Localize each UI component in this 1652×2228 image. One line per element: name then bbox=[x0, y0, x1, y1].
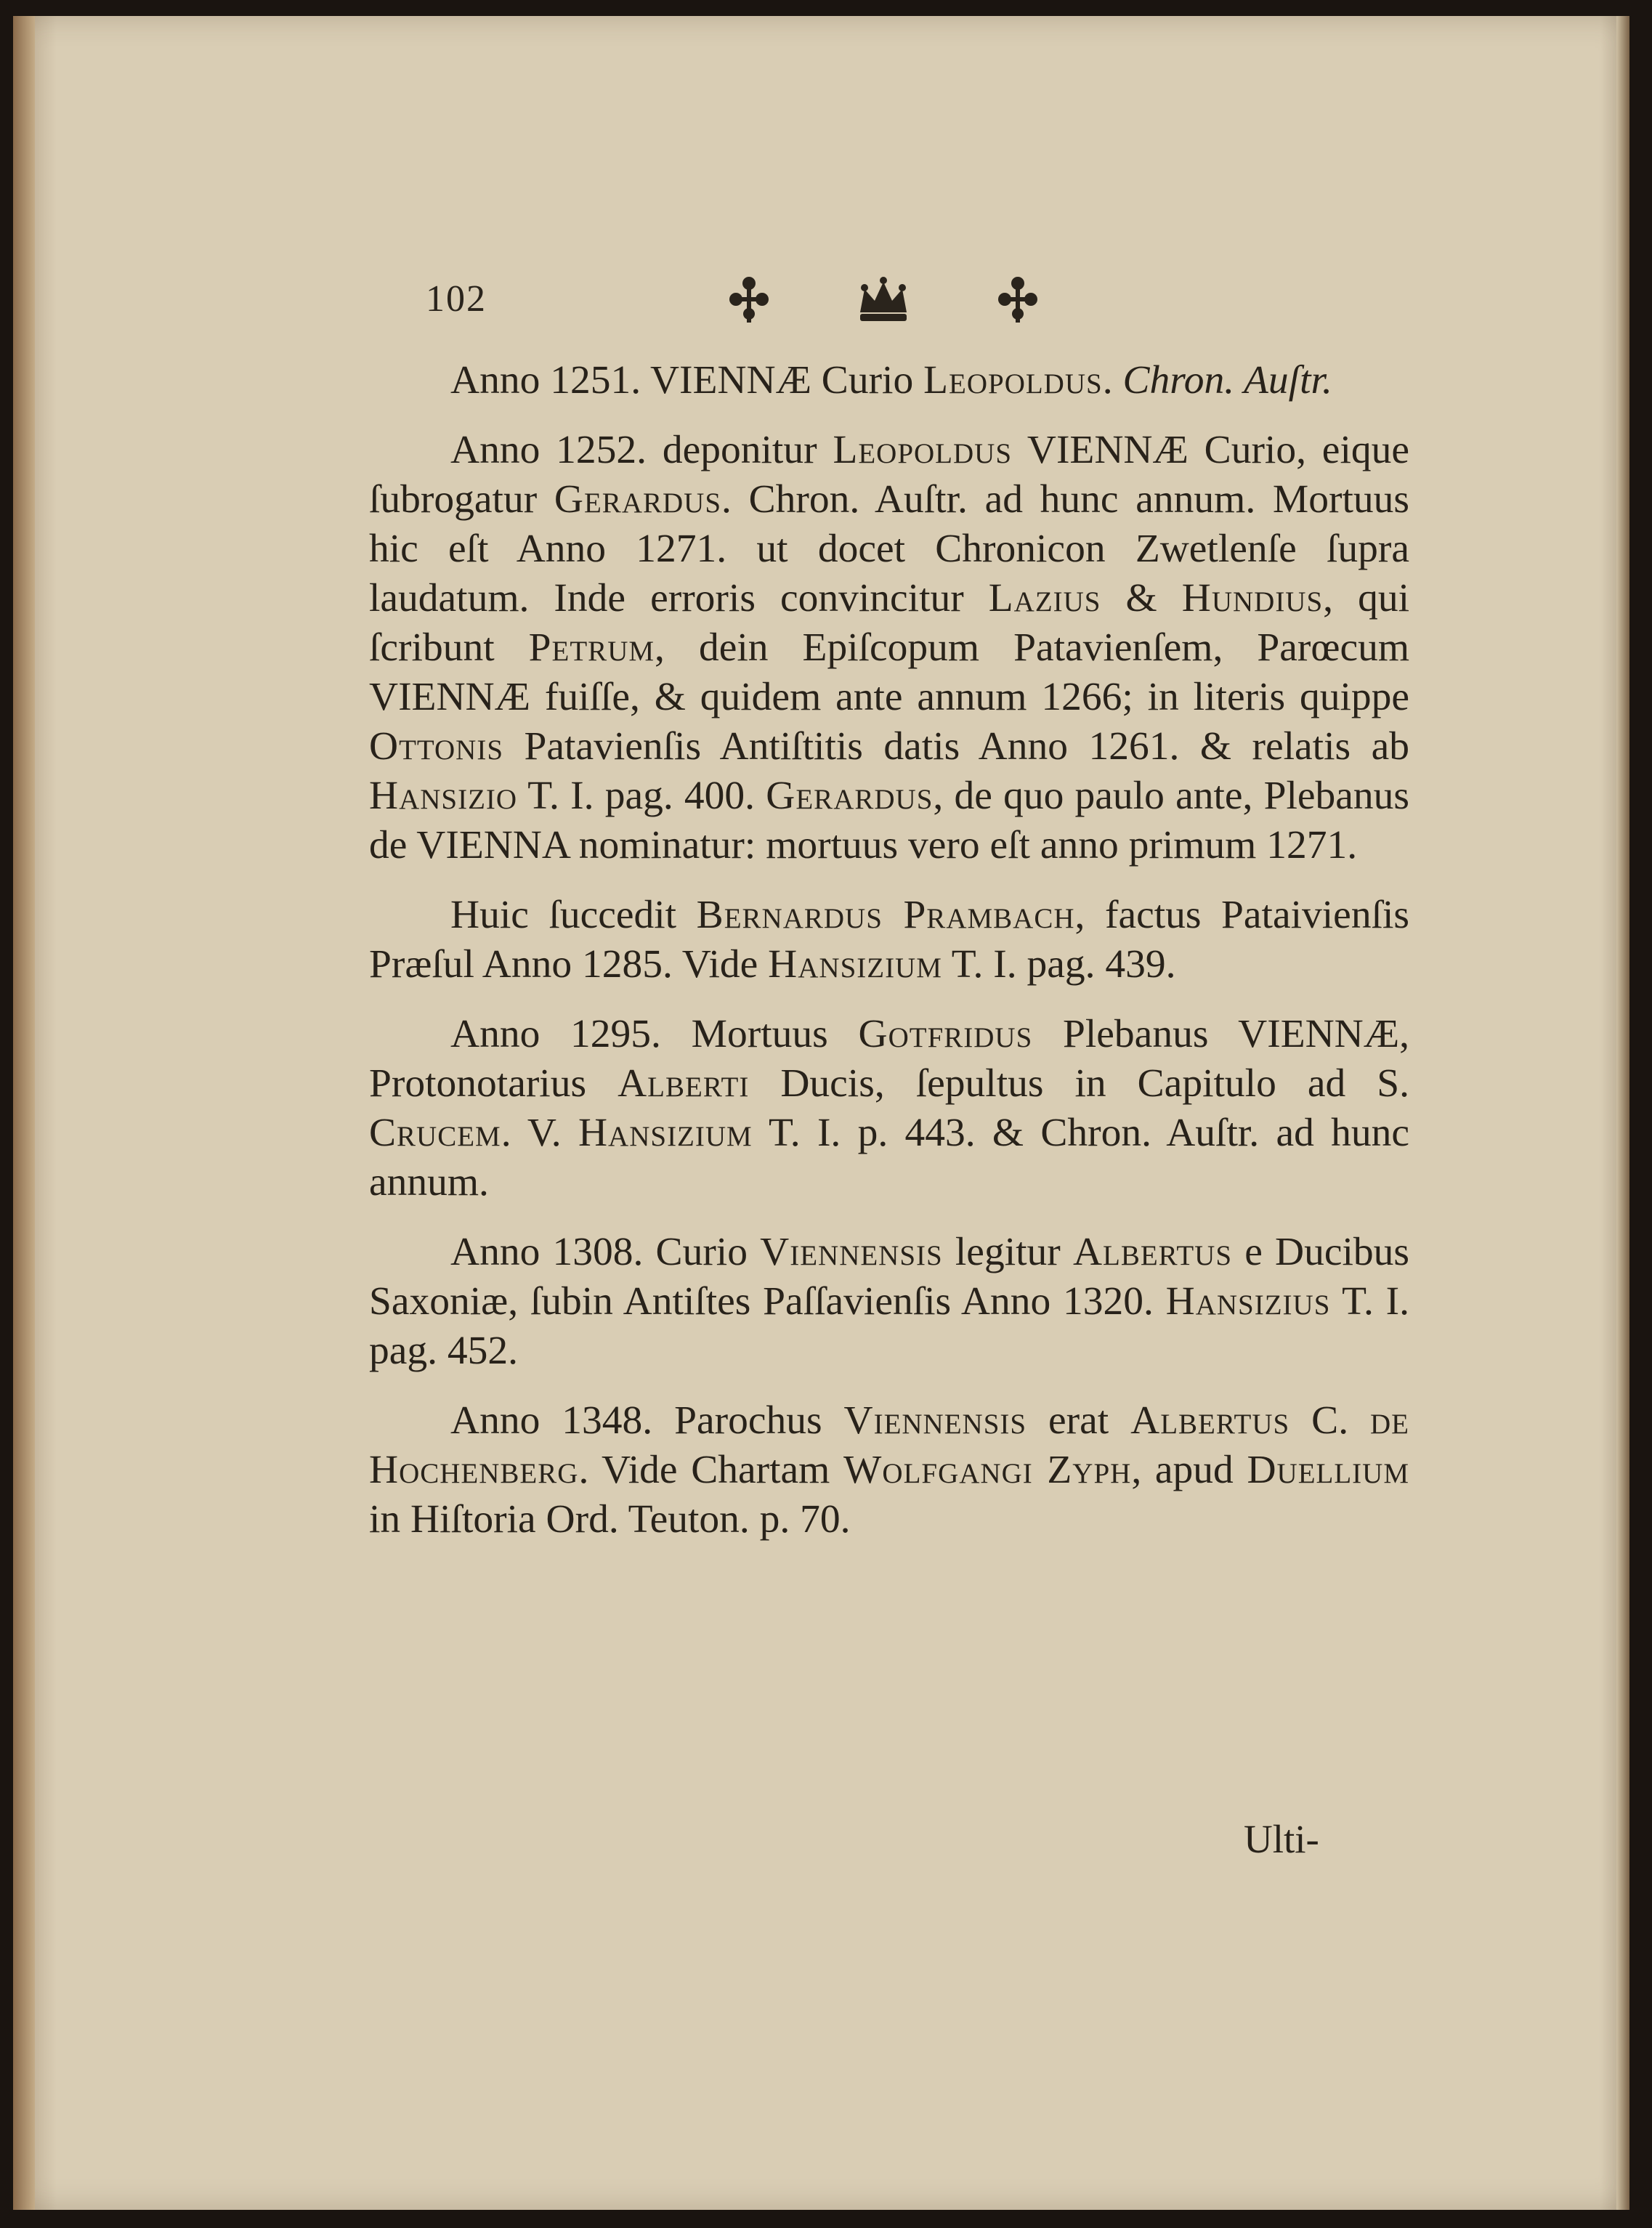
text-run: Anno 1308. Curio bbox=[450, 1230, 761, 1274]
paragraph bbox=[369, 1010, 1409, 1207]
small-caps-name: Crucem bbox=[369, 1111, 501, 1155]
small-caps-name: Petrum bbox=[528, 625, 655, 670]
text-run: in Hiſtoria Ord. Teuton. p. 70. bbox=[369, 1497, 851, 1542]
text-run: , factus Pataivienſis Præſul Anno 1285. Vide bbox=[369, 893, 1410, 987]
text-run: e Ducibus Saxoniæ, ſubin Antiſtes Paſſavienſis Anno 1320. bbox=[369, 1230, 1409, 1324]
small-caps-name: Gerardus bbox=[554, 477, 722, 522]
paragraph bbox=[369, 356, 1409, 405]
fleuron-icon bbox=[720, 270, 778, 328]
text-run: . bbox=[1102, 358, 1123, 402]
text-run: , apud bbox=[1131, 1448, 1247, 1492]
text-run: T. I. pag. 452. bbox=[369, 1279, 1409, 1373]
binding-edge bbox=[13, 16, 35, 2210]
text-run: T. I. p. 443. & Chron. Auſtr. ad hunc annum. bbox=[369, 1111, 1409, 1204]
small-caps-name: Albertus bbox=[1072, 1230, 1233, 1274]
paragraph bbox=[369, 1396, 1409, 1544]
small-caps-name: Lazius bbox=[988, 576, 1101, 620]
text-run: Anno 1252. deponitur bbox=[450, 428, 833, 472]
text-run: C. bbox=[1289, 1398, 1371, 1443]
text-run: , qui ſcribunt bbox=[369, 576, 1410, 670]
text-run: T. I. pag. 400. bbox=[517, 774, 766, 818]
crown-icon bbox=[854, 270, 912, 328]
text-run: Anno 1295. Mortuus bbox=[450, 1012, 859, 1056]
small-caps-name: Gotfridus bbox=[858, 1012, 1033, 1056]
small-caps-name: Hansizium bbox=[768, 942, 942, 987]
small-caps-name: Viennensis bbox=[843, 1398, 1027, 1443]
paragraph bbox=[369, 426, 1409, 870]
small-caps-name: Viennensis bbox=[760, 1230, 943, 1274]
small-caps-name: Hansizio bbox=[369, 774, 518, 818]
small-caps-name: Leopoldus bbox=[833, 428, 1013, 472]
text-run: erat bbox=[1027, 1398, 1131, 1443]
text-run: , de quo paulo ante, Plebanus de VIENNA nominatur: mortuus vero eſt anno primum 1271. bbox=[369, 774, 1409, 867]
small-caps-name: Albertus bbox=[1130, 1398, 1290, 1443]
catchword: Ulti- bbox=[1244, 1817, 1319, 1861]
text-run: , dein Epiſcopum Patavienſem, Parœcum VIENNÆ fuiſſe, & quidem ante annum 1266; in literis quippe bbox=[369, 625, 1410, 719]
paragraph bbox=[369, 1228, 1409, 1376]
text-run: & bbox=[1101, 576, 1182, 620]
body-text bbox=[369, 356, 1409, 1544]
small-caps-name: de Hochenberg bbox=[369, 1398, 1410, 1492]
italic-reference: Chron. Auſtr. bbox=[1122, 358, 1332, 402]
text-run: Ducis, ſepultus in Capitulo ad S. bbox=[749, 1061, 1409, 1106]
text-run: . Vide Chartam bbox=[578, 1448, 844, 1492]
small-caps-name: Ottonis bbox=[369, 724, 504, 769]
small-caps-name: Wolfgangi Zyph bbox=[843, 1448, 1132, 1492]
text-run: Anno 1251. VIENNÆ Curio bbox=[450, 358, 924, 402]
text-run: Huic ſuccedit bbox=[450, 893, 697, 937]
small-caps-name: Bernardus Prambach bbox=[696, 893, 1075, 937]
page-header bbox=[426, 270, 1450, 336]
text-run: VIENNÆ Curio, eique ſubrogatur bbox=[369, 428, 1409, 522]
text-run: . V. bbox=[501, 1111, 578, 1155]
small-caps-name: Duellium bbox=[1247, 1448, 1409, 1492]
small-caps-name: Hundius bbox=[1181, 576, 1324, 620]
text-run: legitur bbox=[942, 1230, 1073, 1274]
small-caps-name: Alberti bbox=[618, 1061, 750, 1106]
text-run: T. I. pag. 439. bbox=[942, 942, 1176, 987]
text-run: Plebanus VIENNÆ, Protonotarius bbox=[369, 1012, 1409, 1106]
page-edge bbox=[1616, 16, 1629, 2210]
page-number: 102 bbox=[426, 278, 487, 320]
text-run: Patavienſis Antiſtitis datis Anno 1261. & relatis ab bbox=[503, 724, 1409, 769]
small-caps-name: Gerardus bbox=[766, 774, 934, 818]
text-run: Anno 1348. Parochus bbox=[450, 1398, 844, 1443]
small-caps-name: Leopoldus bbox=[923, 358, 1103, 402]
paragraph bbox=[369, 891, 1409, 989]
fleuron-icon bbox=[989, 270, 1047, 328]
text-run: . Chron. Auſtr. ad hunc annum. Mortuus hic eſt Anno 1271. ut docet Chronicon Zwetlenſe ſupra laudatum. Inde erroris convincitur bbox=[369, 477, 1409, 620]
small-caps-name: Hansizius bbox=[1165, 1279, 1331, 1324]
small-caps-name: Hansizium bbox=[578, 1111, 753, 1155]
